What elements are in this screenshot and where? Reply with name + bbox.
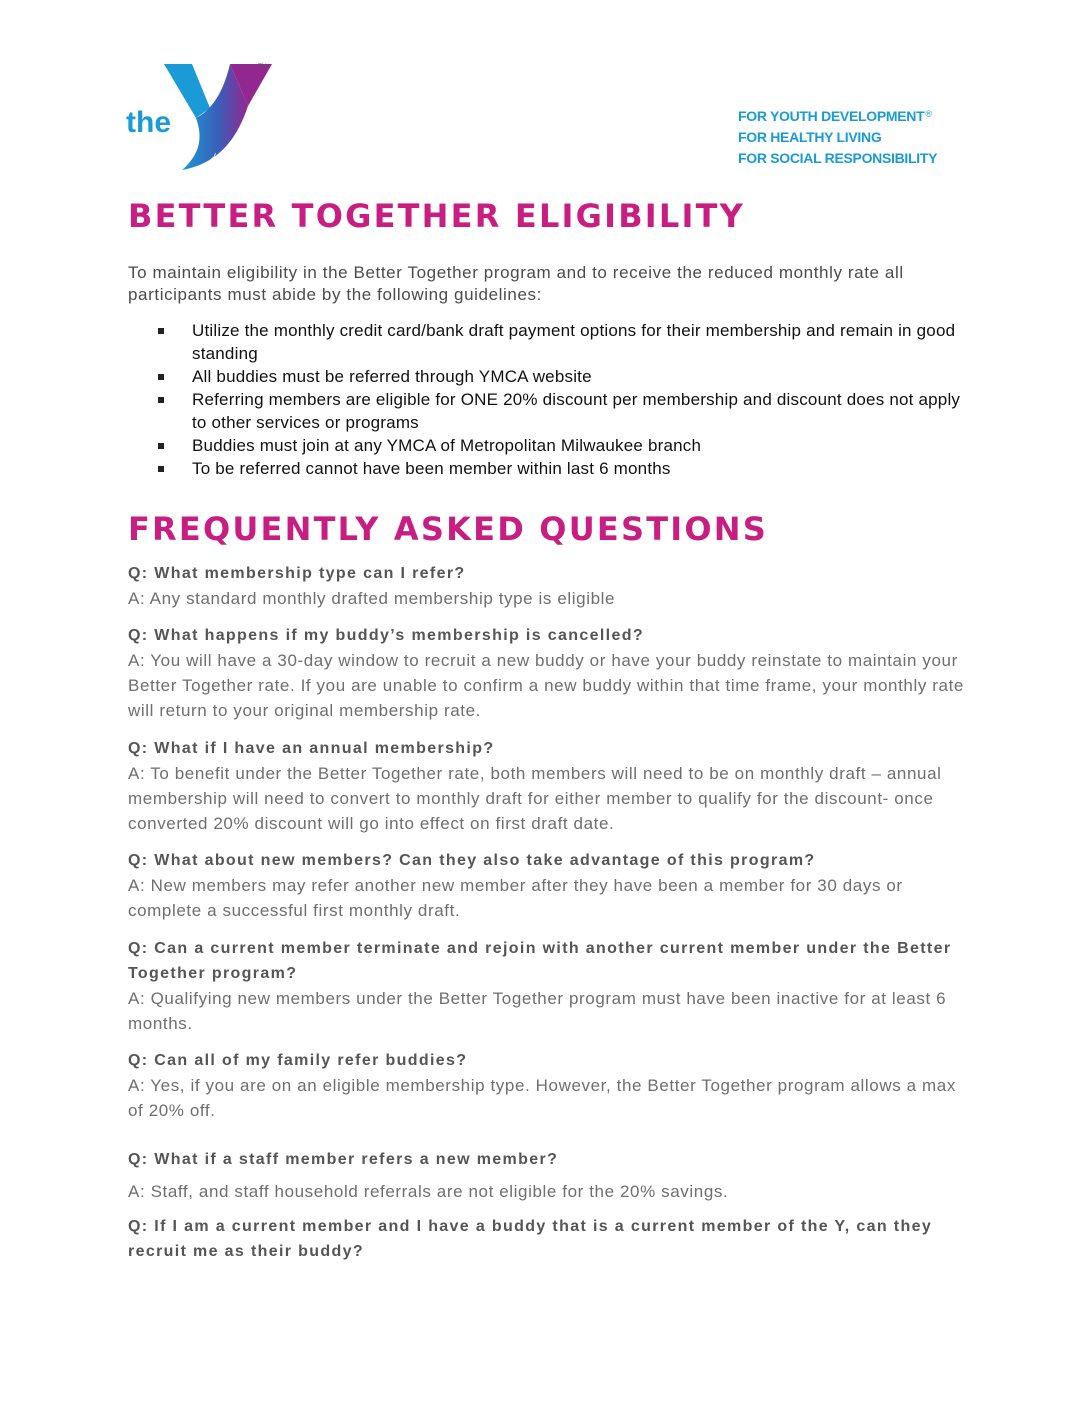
rule-item: Referring members are eligible for ONE 20% discount per membership and discount does not apply to other services or programs	[128, 388, 968, 434]
faq-item	[128, 1147, 968, 1204]
tagline-line-1: FOR YOUTH DEVELOPMENT®	[738, 108, 932, 124]
eligibility-intro: To maintain eligibility in the Better Together program and to receive the reduced monthly rate all participants must abide by the following guidelines:	[128, 263, 904, 304]
svg-text:TM: TM	[258, 64, 267, 70]
faq-item	[128, 848, 968, 923]
faq-answer: A: To benefit under the Better Together rate, both members will need to be on monthly draft – annual membership will need to convert to monthly draft for either member to qualify for the discount- once converted 20% discount will go into effect on first draft date.	[128, 764, 942, 833]
eligibility-title: BETTER TOGETHER ELIGIBILITY	[128, 197, 746, 235]
faq-item	[128, 561, 968, 611]
faq-answer: A: You will have a 30-day window to recruit a new buddy or have your buddy reinstate to maintain your Better Together rate. If you are unable to confirm a new buddy within that time frame, your monthly rate will return to your original membership rate.	[128, 651, 964, 720]
faq-answer: A: Qualifying new members under the Better Together program must have been inactive for at least 6 months.	[128, 989, 947, 1033]
tagline-line-2: FOR HEALTHY LIVING	[738, 129, 882, 145]
faq-title: FREQUENTLY ASKED QUESTIONS	[128, 510, 768, 548]
tagline-line-3: FOR SOCIAL RESPONSIBILITY	[738, 150, 938, 166]
faq-question: Q: Can a current member terminate and rejoin with another current member under the Better Together program?	[128, 940, 952, 982]
eligibility-rules-list	[128, 319, 968, 480]
faq-question: Q: Can all of my family refer buddies?	[128, 1052, 468, 1069]
faq-question: Q: What if a staff member refers a new member?	[128, 1151, 559, 1168]
faq-question: Q: If I am a current member and I have a buddy that is a current member of the Y, can they recruit me as their buddy?	[128, 1218, 933, 1260]
ymca-logo	[126, 60, 276, 172]
rule-item: Utilize the monthly credit card/bank draft payment options for their membership and remain in good standing	[128, 319, 968, 365]
faq-item	[128, 936, 968, 1036]
tagline	[738, 106, 937, 169]
faq-question: Q: What if I have an annual membership?	[128, 740, 495, 757]
faq-item	[128, 1214, 968, 1264]
faq-item	[128, 736, 968, 836]
faq-question: Q: What happens if my buddy’s membership is cancelled?	[128, 627, 644, 644]
ymca-logo-mark	[126, 60, 276, 172]
faq-item	[128, 623, 968, 723]
faq-question: Q: What about new members? Can they also take advantage of this program?	[128, 852, 816, 869]
rule-item: To be referred cannot have been member within last 6 months	[128, 457, 968, 480]
faq-answer: A: Yes, if you are on an eligible membership type. However, the Better Together program allows a max of 20% off.	[128, 1076, 956, 1120]
faq-item	[128, 1048, 968, 1123]
svg-text:the: the	[126, 106, 171, 139]
svg-text:YMCA: YMCA	[208, 151, 231, 172]
faq-answer: A: New members may refer another new member after they have been a member for 30 days or complete a successful first monthly draft.	[128, 876, 903, 920]
faq-answer: A: Any standard monthly drafted membership type is eligible	[128, 589, 616, 608]
rule-item: Buddies must join at any YMCA of Metropolitan Milwaukee branch	[128, 434, 968, 457]
rule-item: All buddies must be referred through YMCA website	[128, 365, 968, 388]
faq-question: Q: What membership type can I refer?	[128, 565, 466, 582]
faq-answer: A: Staff, and staff household referrals are not eligible for the 20% savings.	[128, 1182, 729, 1201]
registered-mark: ®	[925, 109, 932, 119]
